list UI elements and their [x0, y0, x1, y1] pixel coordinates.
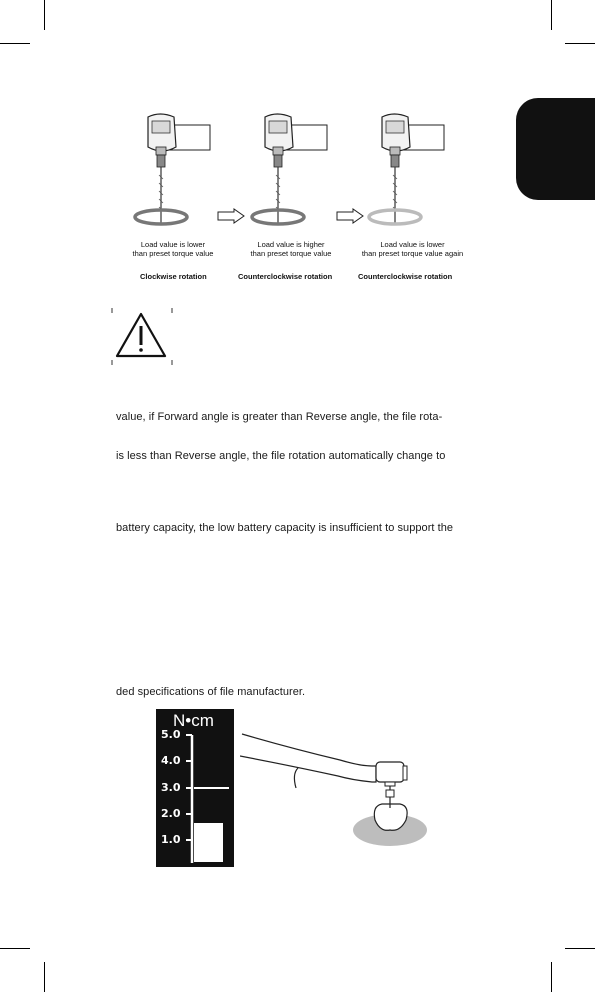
torque-tick-label: 3.0	[161, 781, 181, 794]
crop-mark	[0, 948, 30, 949]
crop-mark	[565, 43, 595, 44]
rotation-label: Counterclockwise rotation	[238, 272, 333, 281]
torque-tick-label: 1.0	[161, 833, 181, 846]
torque-unit-label: N•cm	[173, 711, 214, 730]
crop-mark	[551, 0, 552, 30]
warning-triangle-icon	[111, 308, 175, 366]
rotation-label: Counterclockwise rotation	[358, 272, 453, 281]
rotation-label: Clockwise rotation	[140, 272, 207, 281]
section-tab	[516, 98, 595, 200]
current-torque-bar	[194, 823, 223, 862]
body-text-line: ded specifications of file manufacturer.	[116, 686, 306, 698]
torque-tick-label: 5.0	[161, 728, 181, 741]
crop-mark	[0, 43, 30, 44]
crop-mark	[44, 962, 45, 992]
figure-caption: Load value is higher than preset torque value	[250, 240, 332, 258]
torque-gauge	[156, 709, 234, 867]
crop-mark	[565, 948, 595, 949]
torque-tick-label: 2.0	[161, 807, 181, 820]
figure-caption: Load value is lower than preset torque value	[132, 240, 214, 258]
rotation-figure	[130, 105, 480, 255]
crop-mark	[551, 962, 552, 992]
crop-mark	[44, 0, 45, 30]
torque-tick-label: 4.0	[161, 754, 181, 767]
figure-caption: Load value is lower than preset torque value again	[361, 240, 464, 258]
body-text-line: value, if Forward angle is greater than Reverse angle, the file rota-	[116, 411, 443, 423]
right-arrow-icon	[336, 208, 364, 224]
body-text-line: is less than Reverse angle, the file rotation automatically change to	[116, 450, 446, 462]
body-text-line: battery capacity, the low battery capacity is insufficient to support the	[116, 522, 454, 534]
handpiece-illustration	[240, 728, 440, 852]
right-arrow-icon	[217, 208, 245, 224]
